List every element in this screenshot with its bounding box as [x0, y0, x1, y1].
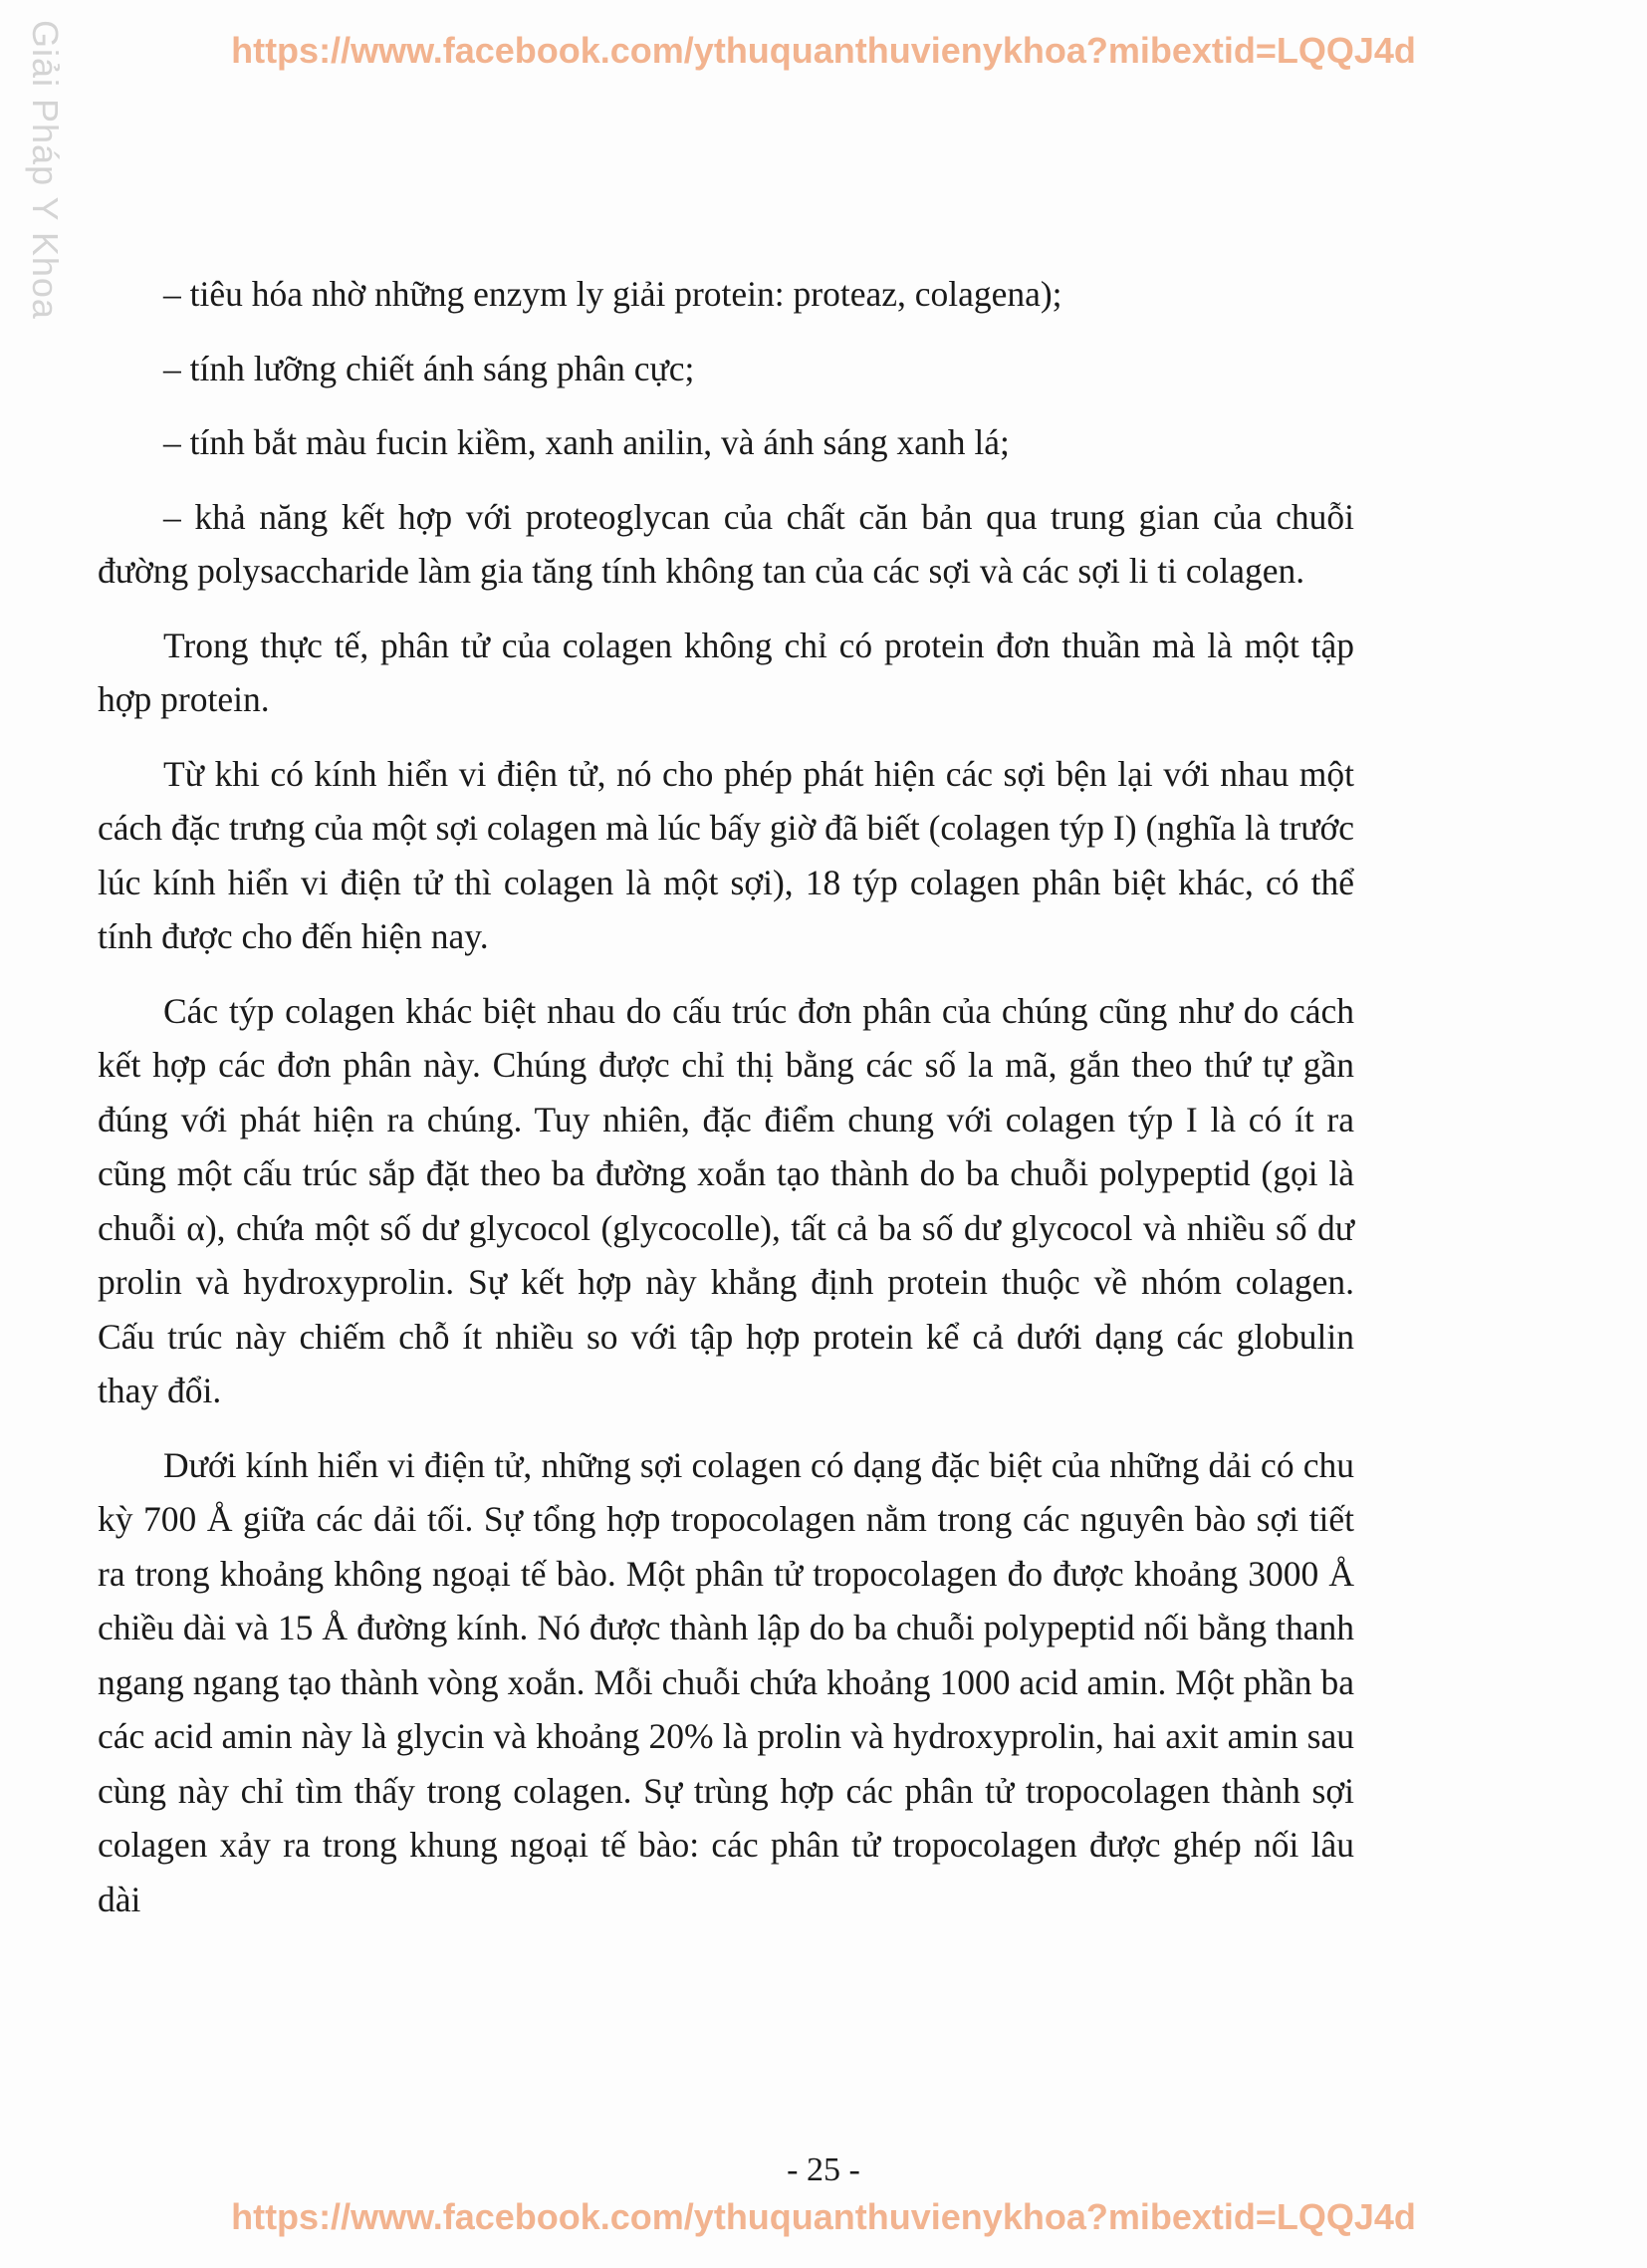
page-number: - 25 - [787, 2151, 860, 2188]
paragraph: – tính lưỡng chiết ánh sáng phân cực; [163, 348, 695, 388]
paragraph: – tính bắt màu fucin kiềm, xanh anilin, và ánh sáng xanh lá; [163, 422, 1010, 462]
top-watermark-url: https://www.facebook.com/ythuquanthuvienykhoa?mibextid=LQQJ4d [231, 30, 1416, 71]
body-text [98, 267, 1354, 1946]
side-watermark-text: Giải Pháp Y Khoa [25, 20, 66, 320]
paragraph: – khả năng kết hợp với proteoglycan của chất căn bản qua trung gian của chuỗi đường polysaccharide làm gia tăng tính không tan của các sợi và các sợi li ti colagen. [98, 496, 1354, 591]
paragraph: Các týp colagen khác biệt nhau do cấu trúc đơn phân của chúng cũng như do cách kết hợp các đơn phân này. Chúng được chỉ thị bằng các số la mã, gắn theo thứ tự gần đúng với phát hiện ra chúng. Tuy nhiên, đặc điểm chung với colagen týp I là có ít ra cũng một cấu trúc sắp đặt theo ba đường xoắn tạo thành do ba chuỗi polypeptid (gọi là chuỗi α), chứa một số dư glycocol (glycocolle), tất cả ba số dư glycocol và nhiều số dư prolin và hydroxyprolin. Sự kết hợp này khẳng định protein thuộc về nhóm colagen. Cấu trúc này chiếm chỗ ít nhiều so với tập hợp protein kể cả dưới dạng các globulin thay đổi. [98, 990, 1354, 1410]
paragraph: Trong thực tế, phân tử của colagen không chỉ có protein đơn thuần mà là một tập hợp protein. [98, 625, 1354, 719]
paragraph: – tiêu hóa nhờ những enzym ly giải protein: proteaz, colagena); [163, 274, 1062, 314]
paragraph: Dưới kính hiển vi điện tử, những sợi colagen có dạng đặc biệt của những dải có chu kỳ 700 Å giữa các dải tối. Sự tổng hợp tropocolagen nằm trong các nguyên bào sợi tiết ra trong khoảng không ngoại tế bào. Một phân tử tropocolagen đo được khoảng 3000 Å chiều dài và 15 Å đường kính. Nó được thành lập do ba chuỗi polypeptid nối bằng thanh ngang ngang tạo thành vòng xoắn. Mỗi chuỗi chứa khoảng 1000 acid amin. Một phần ba các acid amin này là glycin và khoảng 20% là prolin và hydroxyprolin, hai axit amin sau cùng này chỉ tìm thấy trong colagen. Sự trùng hợp các phân tử tropocolagen thành sợi colagen xảy ra trong khung ngoại tế bào: các phân tử tropocolagen được ghép nối lâu dài [98, 1444, 1354, 1919]
paragraph: Từ khi có kính hiển vi điện tử, nó cho phép phát hiện các sợi bện lại với nhau một cách đặc trưng của một sợi colagen mà lúc bấy giờ đã biết (colagen týp I) (nghĩa là trước lúc kính hiển vi điện tử thì colagen là một sợi), 18 týp colagen phân biệt khác, có thể tính được cho đến hiện nay. [98, 753, 1354, 956]
bottom-watermark-url: https://www.facebook.com/ythuquanthuvienykhoa?mibextid=LQQJ4d [231, 2196, 1416, 2237]
